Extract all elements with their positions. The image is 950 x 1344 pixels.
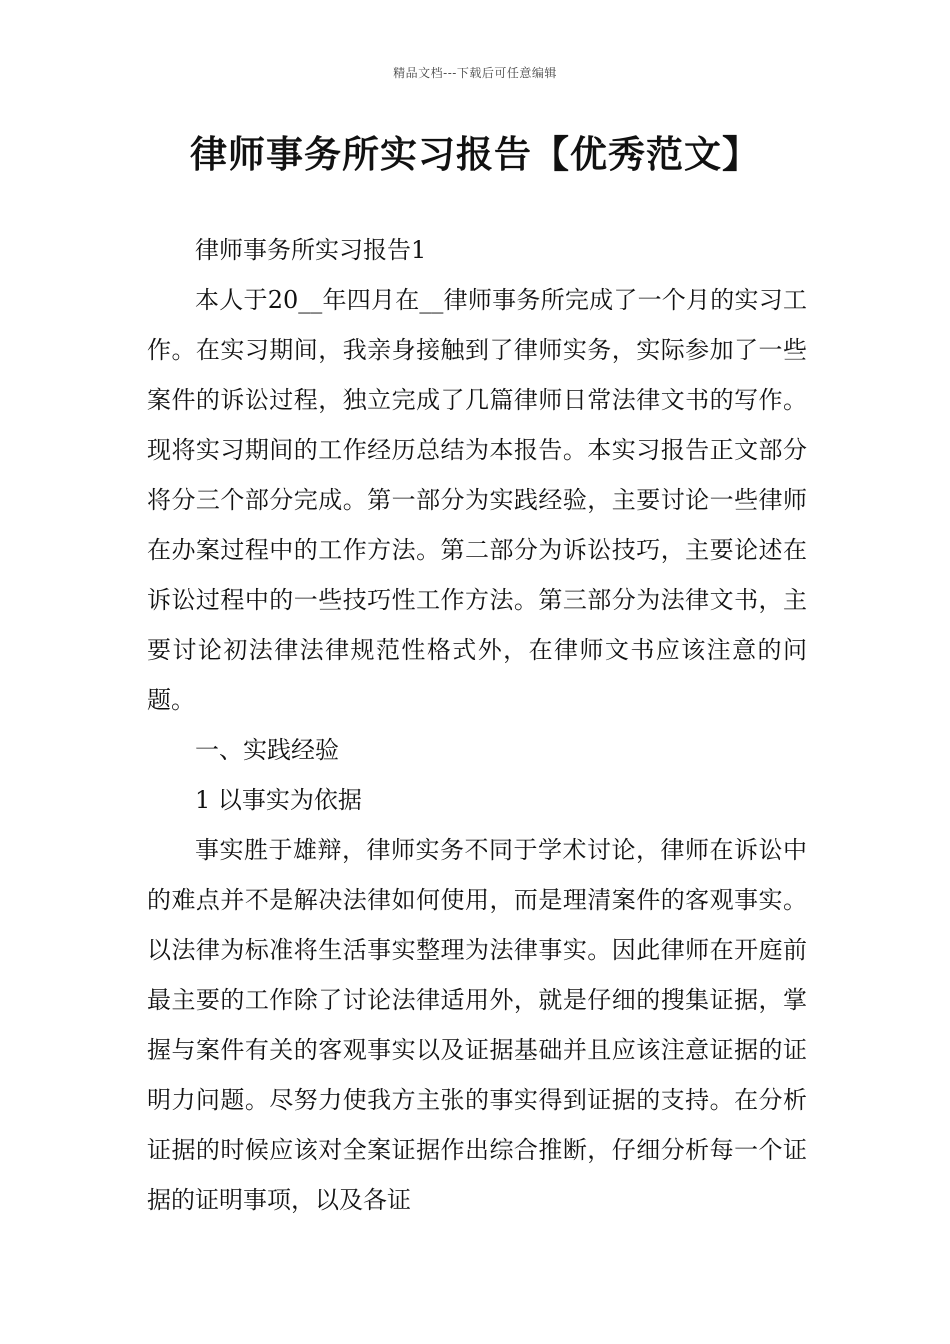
subsection-heading: 1 以事实为依据 [195,786,362,814]
document-title: 律师事务所实习报告【优秀范文】 [190,132,760,176]
document-body [147,225,807,1225]
report-subtitle: 律师事务所实习报告1 [195,236,427,264]
header-note: 精品文档---下载后可任意编辑 [393,66,557,80]
section-heading: 一、实践经验 [195,736,339,764]
intro-paragraph: 本人于20__年四月在__律师事务所完成了一个月的实习工作。在实习期间，我亲身接触到了律师实务，实际参加了一些案件的诉讼过程，独立完成了几篇律师日常法律文书的写作。现将实习期间的工作经历总结为本报告。本实习报告正文部分将分三个部分完成。第一部分为实践经验，主要讨论一些律师在办案过程中的工作方法。第二部分为诉讼技巧，主要论述在诉讼过程中的一些技巧性工作方法。第三部分为法律文书，主要讨论初法律法律规范性格式外，在律师文书应该注意的问题。 [147,286,807,714]
body-paragraph: 事实胜于雄辩，律师实务不同于学术讨论，律师在诉讼中的难点并不是解决法律如何使用，而是理清案件的客观事实。以法律为标准将生活事实整理为法律事实。因此律师在开庭前最主要的工作除了讨论法律适用外，就是仔细的搜集证据，掌握与案件有关的客观事实以及证据基础并且应该注意证据的证明力问题。尽努力使我方主张的事实得到证据的支持。在分析证据的时候应该对全案证据作出综合推断，仔细分析每一个证据的证明事项，以及各证 [147,836,807,1214]
